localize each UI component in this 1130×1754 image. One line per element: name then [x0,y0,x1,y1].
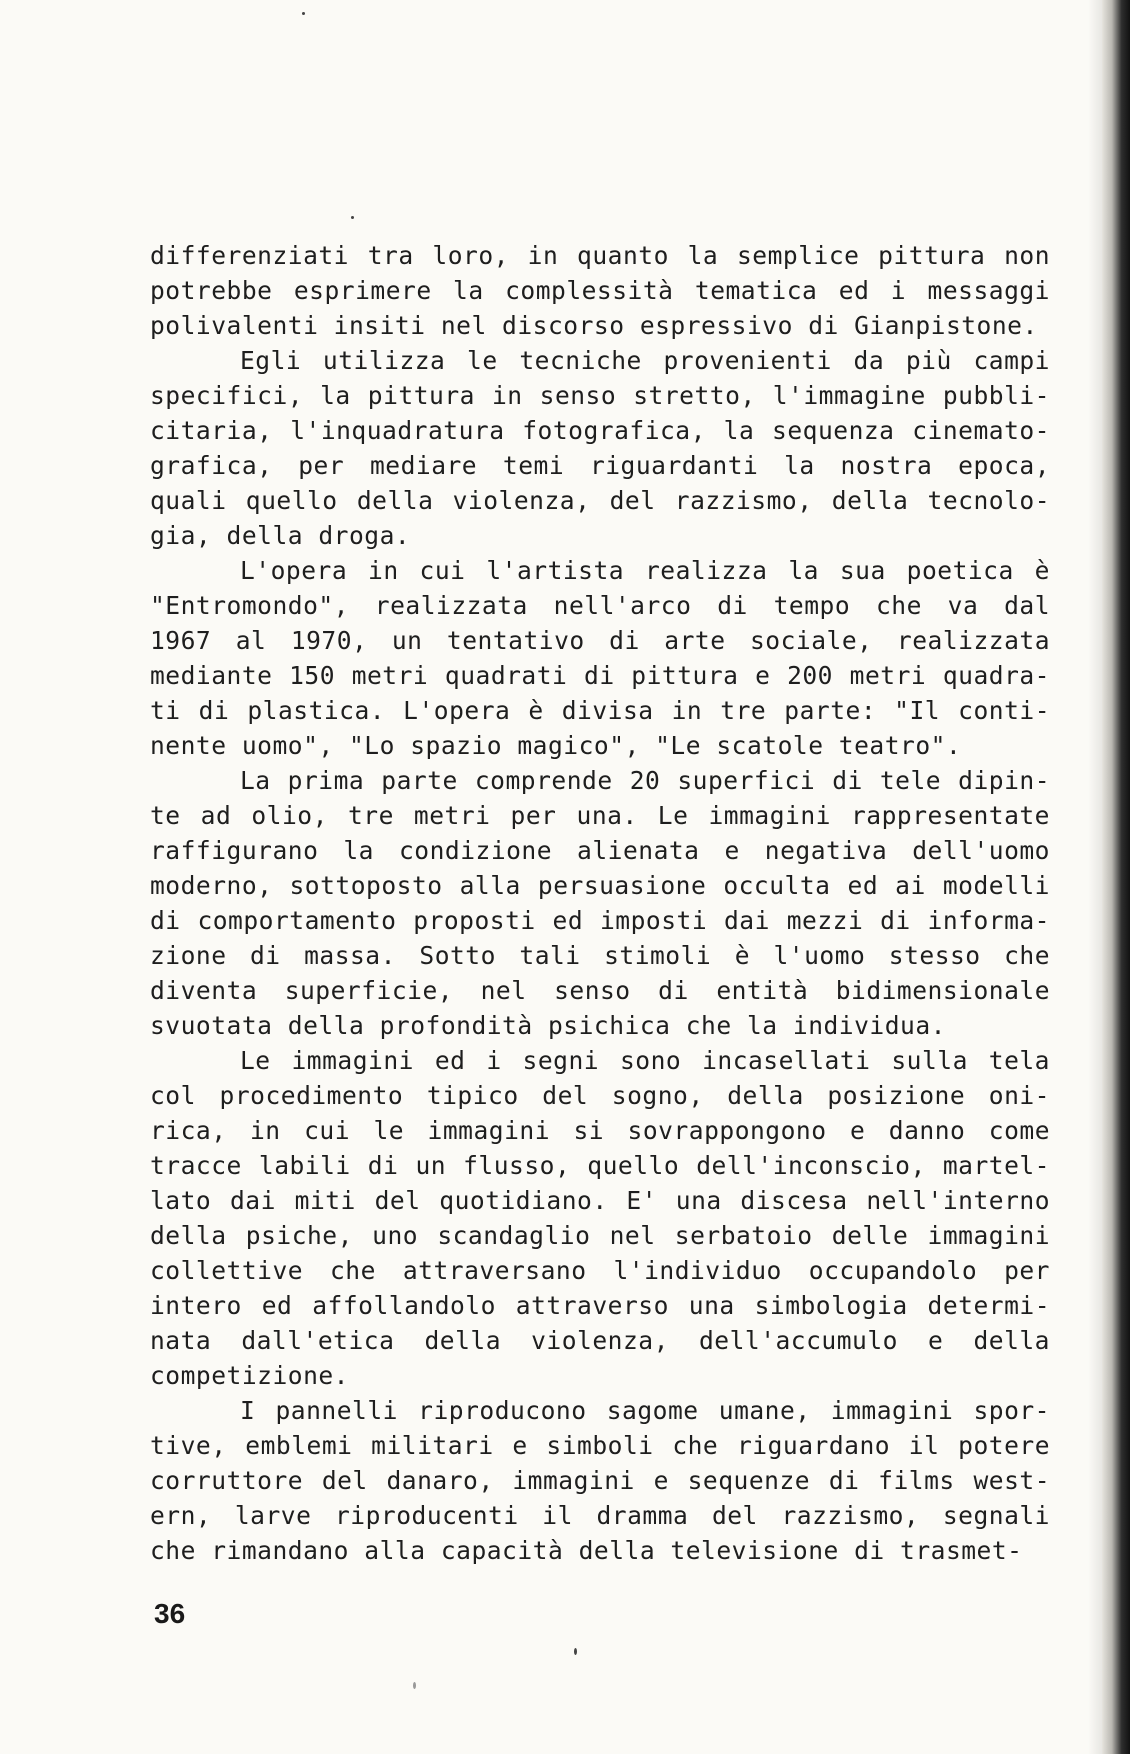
text-line: moderno, sottoposto alla persuasione occulta ed ai modelli [150,871,1050,900]
text-line: nente uomo", "Lo spazio magico", "Le scatole teatro". [150,731,962,760]
text-line: citaria, l'inquadratura fotografica, la sequenza cinemato- [150,416,1050,445]
body-text [150,238,1050,1568]
paragraph [150,343,1050,553]
text-line: tracce labili di un flusso, quello dell'inconscio, martel- [150,1151,1050,1180]
text-line: te ad olio, tre metri per una. Le immagini rappresentate [150,801,1050,830]
text-line: differenziati tra loro, in quanto la semplice pittura non [150,241,1050,270]
text-line: diventa superficie, nel senso di entità bidimensionale [150,976,1050,1005]
text-line: ern, larve riproducenti il dramma del razzismo, segnali [150,1501,1050,1530]
scan-speck [413,1682,416,1689]
paragraph [150,1043,1050,1393]
text-line: zione di massa. Sotto tali stimoli è l'uomo stesso che [150,941,1050,970]
text-line: gia, della droga. [150,521,411,550]
book-spine-edge [1102,0,1130,1754]
text-line: polivalenti insiti nel discorso espressivo di Gianpistone. [150,311,1038,340]
text-line: Egli utilizza le tecniche provenienti da più campi [240,346,1050,375]
text-line: della psiche, uno scandaglio nel serbatoio delle immagini [150,1221,1050,1250]
text-line: tive, emblemi militari e simboli che riguardano il potere [150,1431,1050,1460]
paragraph [150,1393,1050,1568]
text-line: collettive che attraversano l'individuo occupandolo per [150,1256,1050,1285]
text-line: potrebbe esprimere la complessità tematica ed i messaggi [150,276,1050,305]
text-line: corruttore del danaro, immagini e sequenze di films west- [150,1466,1050,1495]
text-line: I pannelli riproducono sagome umane, immagini spor- [240,1396,1050,1425]
text-line: quali quello della violenza, del razzismo, della tecnolo- [150,486,1050,515]
paragraph [150,763,1050,1043]
text-line: competizione. [150,1361,349,1390]
page-number: 36 [154,1598,186,1629]
text-line: che rimandano alla capacità della televisione di trasmet- [150,1536,1023,1565]
paragraph [150,238,1050,343]
text-line: grafica, per mediare temi riguardanti la nostra epoca, [150,451,1050,480]
text-line: di comportamento proposti ed imposti dai mezzi di informa- [150,906,1050,935]
paragraph [150,553,1050,763]
scan-speck [302,12,305,15]
text-line: 1967 al 1970, un tentativo di arte sociale, realizzata [150,626,1050,655]
page-gutter-shadow [1088,0,1102,1754]
text-line: lato dai miti del quotidiano. E' una discesa nell'interno [150,1186,1050,1215]
text-line: "Entromondo", realizzata nell'arco di tempo che va dal [150,591,1050,620]
text-line: col procedimento tipico del sogno, della posizione oni- [150,1081,1050,1110]
text-line: Le immagini ed i segni sono incasellati sulla tela [240,1046,1050,1075]
text-line: L'opera in cui l'artista realizza la sua poetica è [240,556,1050,585]
text-line: raffigurano la condizione alienata e negativa dell'uomo [150,836,1050,865]
text-line: nata dall'etica della violenza, dell'accumulo e della [150,1326,1050,1355]
text-line: rica, in cui le immagini si sovrappongono e danno come [150,1116,1050,1145]
text-line: specifici, la pittura in senso stretto, l'immagine pubbli- [150,381,1050,410]
text-line: intero ed affollandolo attraverso una simbologia determi- [150,1291,1050,1320]
text-line: mediante 150 metri quadrati di pittura e 200 metri quadra- [150,661,1050,690]
scan-speck [574,1648,577,1655]
text-line: ti di plastica. L'opera è divisa in tre parte: "Il conti- [150,696,1050,725]
scan-speck [351,216,354,219]
text-line: La prima parte comprende 20 superfici di tele dipin- [240,766,1050,795]
text-line: svuotata della profondità psichica che la individua. [150,1011,946,1040]
